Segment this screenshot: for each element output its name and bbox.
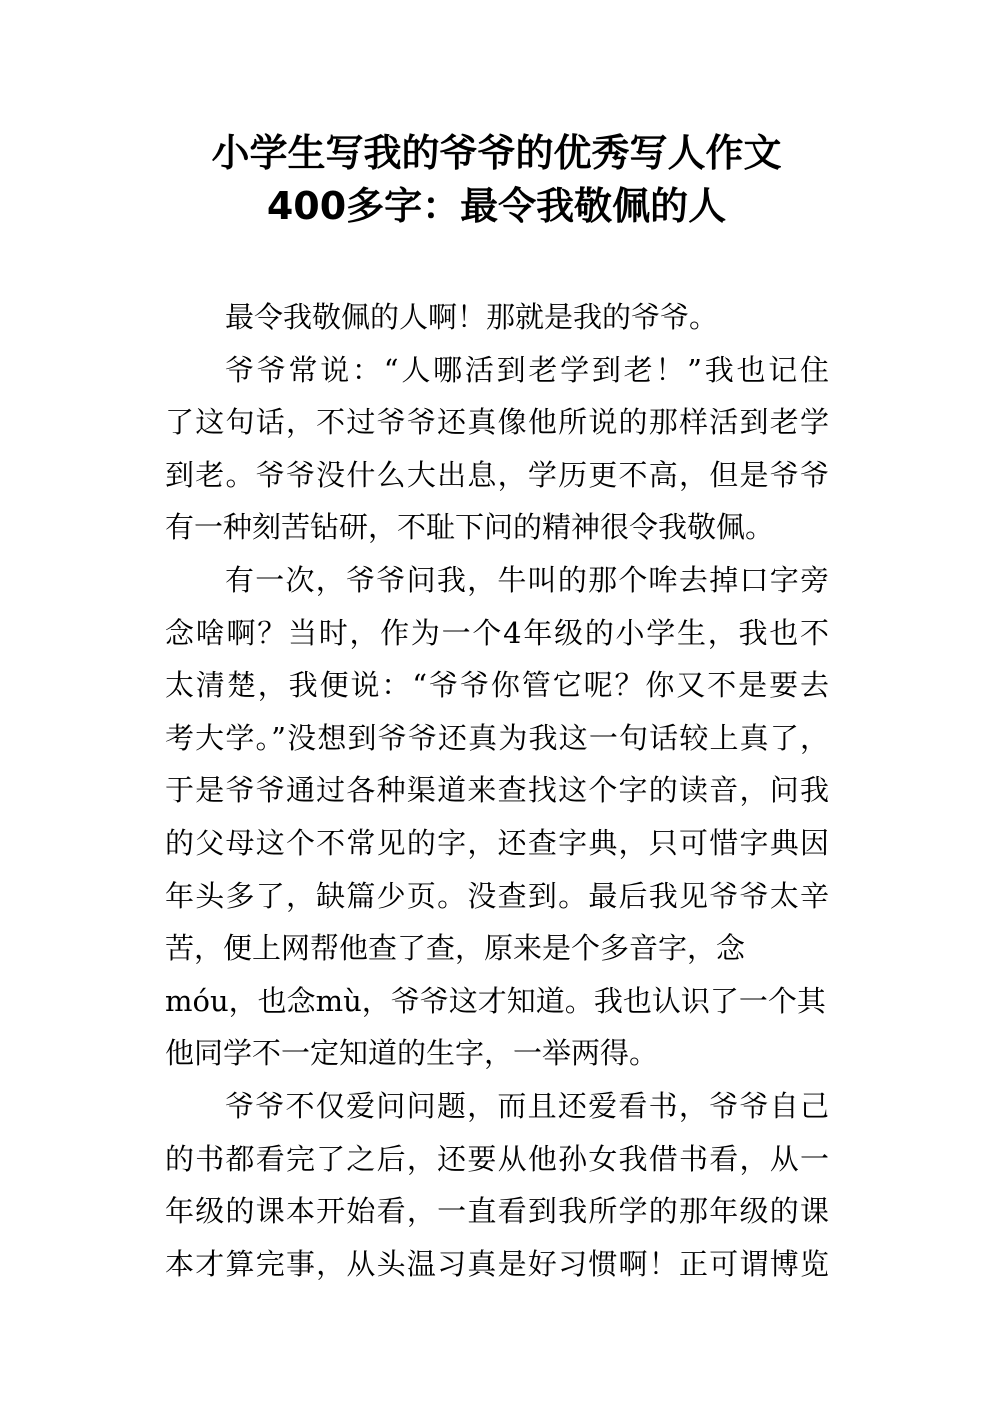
text-line: 考大学。”没想到爷爷还真为我这一句话较上真了， (165, 720, 829, 755)
text-line: 到老。爷爷没什么大出息，学历更不高，但是爷爷 (165, 457, 829, 492)
text-line: 苦，便上网帮他查了查，原来是个多音字，念 (165, 931, 746, 966)
article-body (165, 291, 829, 1290)
text-line: 爷爷常说：“人哪活到老学到老！”我也记住 (225, 352, 829, 387)
text-line: 爷爷不仅爱问问题，而且还爱看书，爷爷自己 (225, 1088, 829, 1123)
document-title-line-1: 小学生写我的爷爷的优秀写人作文 (211, 131, 782, 175)
text-line: móu，也念mù，爷爷这才知道。我也认识了一个其 (165, 983, 826, 1018)
text-line: 年级的课本开始看，一直看到我所学的那年级的课 (165, 1194, 829, 1229)
text-line: 的父母这个不常见的字，还查字典，只可惜字典因 (165, 825, 829, 860)
text-line: 有一种刻苦钻研，不耻下问的精神很令我敬佩。 (165, 510, 775, 545)
text-line: 的书都看完了之后，还要从他孙女我借书看，从一 (165, 1141, 829, 1176)
text-line: 本才算完事，从头温习真是好习惯啊！正可谓博览 (165, 1246, 829, 1281)
text-line: 念啥啊？当时，作为一个4年级的小学生，我也不 (165, 615, 829, 650)
text-line: 他同学不一定知道的生字，一举两得。 (165, 1036, 659, 1071)
text-line: 太清楚，我便说：“爷爷你管它呢？你又不是要去 (165, 668, 829, 703)
text-line: 年头多了，缺篇少页。没查到。最后我见爷爷太辛 (165, 878, 829, 913)
text-line: 了这句话，不过爷爷还真像他所说的那样活到老学 (165, 405, 829, 440)
text-line: 有一次，爷爷问我，牛叫的那个哞去掉口字旁 (225, 562, 829, 597)
document-title-line-2: 400多字：最令我敬佩的人 (266, 184, 727, 228)
text-line: 最令我敬佩的人啊！那就是我的爷爷。 (225, 300, 719, 334)
text-line: 于是爷爷通过各种渠道来查找这个字的读音，问我 (165, 773, 829, 808)
